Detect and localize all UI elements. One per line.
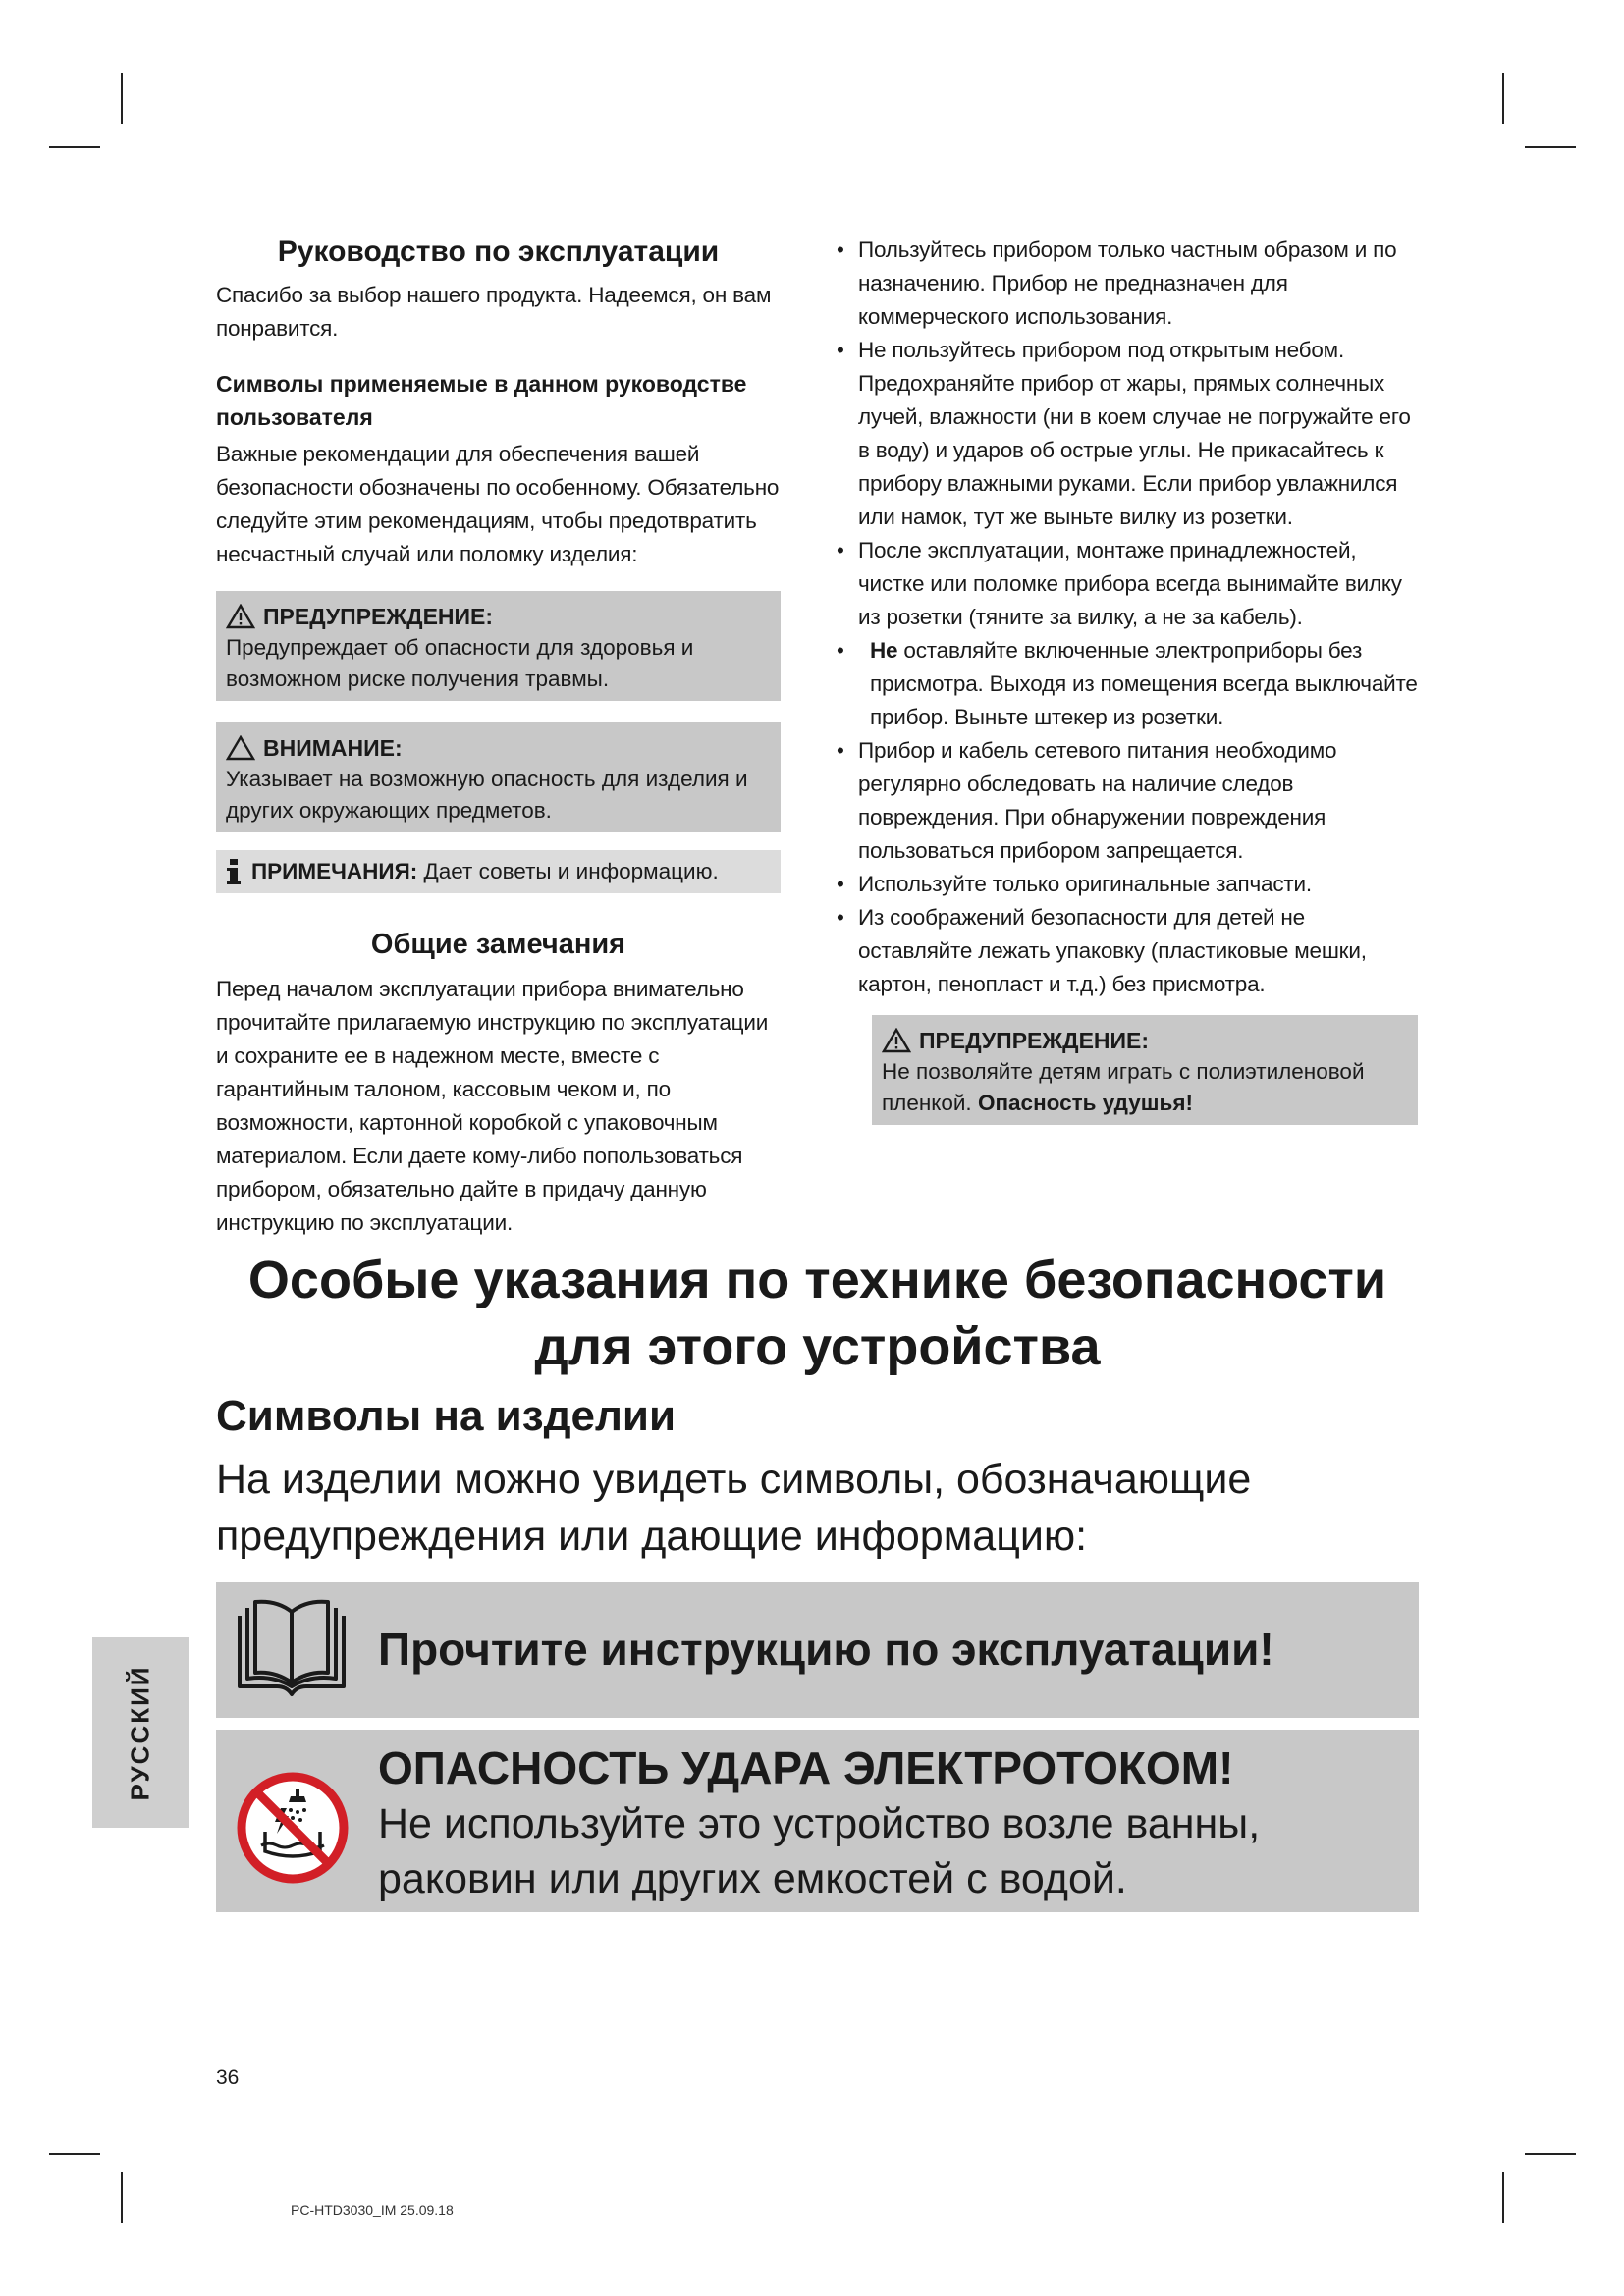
caution-triangle-icon — [226, 735, 255, 761]
child-warning-title: ПРЕДУПРЕЖДЕНИЕ: — [919, 1028, 1150, 1053]
safety-title — [216, 1247, 1419, 1380]
list-item — [837, 634, 1418, 734]
shock-title: ОПАСНОСТЬ УДАРА ЭЛЕКТРОТОКОМ! — [378, 1742, 1234, 1793]
caution-box — [216, 722, 781, 832]
crop-mark — [121, 2172, 123, 2223]
list-item: • Используйте только оригинальные запчасти. — [837, 868, 1418, 901]
warning-title: ПРЕДУПРЕЖДЕНИЕ: — [263, 604, 494, 629]
general-title: Общие замечания — [370, 929, 626, 960]
info-icon — [226, 858, 242, 885]
list-item: • Из соображений безопасности для детей не оставляйте лежать упаковку (пластиковые мешки, картон, пенопласт и т.д.) без присмотра. — [837, 901, 1418, 1001]
manual-title: Руководство по эксплуатации — [277, 236, 720, 268]
crop-mark — [1525, 2153, 1576, 2155]
list-item: • Прибор и кабель сетевого питания необходимо регулярно обследовать на наличие следов повреждения. При обнаружении повреждения пользоваться прибором запрещается. — [837, 734, 1418, 868]
crop-mark — [1525, 146, 1576, 148]
list-item: • После эксплуатации, монтаже принадлежностей, чистке или поломке прибора всегда вынимайте вилку из розетки (тяните за вилку, а не за кабель). — [837, 534, 1418, 634]
intro-text: Спасибо за выбор нашего продукта. Надеемся, он вам понравится. — [216, 283, 772, 341]
caution-title: ВНИМАНИЕ: — [263, 735, 403, 761]
no-water-shock-icon — [236, 1771, 350, 1885]
list-item: • Не пользуйтесь прибором под открытым небом. Предохраняйте прибор от жары, прямых солнечных лучей, влажности (ни в коем случае не погружайте его в воду) и ударов об острые углы. Не прикасайтесь к прибору влажными руками. Если прибор увлажнился или намок, тут же выньте вилку из розетки. — [837, 334, 1418, 534]
page-number: 36 — [216, 2066, 240, 2089]
open-book-icon — [228, 1596, 355, 1704]
child-warning-bold: Опасность удушья! — [977, 1091, 1193, 1115]
crop-mark — [121, 73, 123, 124]
shock-text: Не используйте это устройство возле ванны, раковин или других емкостей с водой. — [378, 1800, 1261, 1902]
crop-mark — [1502, 2172, 1504, 2223]
list-item: • Пользуйтесь прибором только частным образом и по назначению. Прибор не предназначен для коммерческого использования. — [837, 234, 1418, 334]
notes-box — [216, 850, 781, 893]
product-symbols-heading: Символы на изделии — [216, 1392, 677, 1440]
warning-text: Предупреждает об опасности для здоровья и возможном риске получения травмы. — [226, 635, 694, 691]
crop-mark — [1502, 73, 1504, 124]
footer-code: PC-HTD3030_IM 25.09.18 — [291, 2202, 454, 2217]
symbols-heading: Символы применяемые в данном руководстве пользователя — [216, 371, 747, 430]
notes-text: Дает советы и информацию. — [423, 859, 719, 883]
left-column — [216, 236, 781, 1240]
warning-triangle-icon — [882, 1028, 911, 1053]
general-text: Перед началом эксплуатации прибора внимательно прочитайте прилагаемую инструкцию по эксплуатации и сохраните ее в надежном месте, вместе с гарантийным талоном, кассовым чеком и, по возможности, картонной коробкой с упаковочным материалом. Если даете кому-либо попользоваться прибором, обязательно дайте в придачу данную инструкцию по эксплуатации. — [216, 977, 769, 1235]
crop-mark — [49, 2153, 100, 2155]
caution-text: Указывает на возможную опасность для изделия и других окружающих предметов. — [226, 767, 748, 823]
read-manual-row — [216, 1582, 1419, 1718]
read-manual-text: Прочтите инструкцию по эксплуатации! — [378, 1624, 1274, 1675]
language-tab-label: РУССКИЙ — [125, 1665, 155, 1800]
right-column — [837, 234, 1418, 1125]
shock-warning-row — [216, 1730, 1419, 1912]
symbols-text: Важные рекомендации для обеспечения вашей безопасности обозначены по особенному. Обязательно следуйте этим рекомендациям, чтобы предотвратить несчастный случай или поломку изделия: — [216, 442, 780, 566]
safety-title-line2: для этого устройства — [534, 1317, 1101, 1376]
safety-title-line1: Особые указания по технике безопасности — [247, 1251, 1387, 1309]
language-tab — [92, 1637, 189, 1828]
list-item-text: оставляйте включенные электроприборы без присмотра. Выходя из помещения всегда выключайте прибор. Выньте штекер из розетки. — [870, 638, 1418, 729]
product-symbols-text: На изделии можно увидеть символы, обозначающие предупреждения или дающие информацию: — [216, 1456, 1252, 1560]
list-item-bold: Не — [870, 638, 898, 663]
notes-title: ПРИМЕЧАНИЯ: — [251, 859, 418, 883]
child-warning-text: Не позволяйте детям играть с полиэтиленовой пленкой. — [882, 1059, 1365, 1115]
crop-mark — [49, 146, 100, 148]
warning-box — [216, 591, 781, 701]
child-warning-box — [872, 1015, 1418, 1125]
warning-triangle-icon — [226, 604, 255, 629]
